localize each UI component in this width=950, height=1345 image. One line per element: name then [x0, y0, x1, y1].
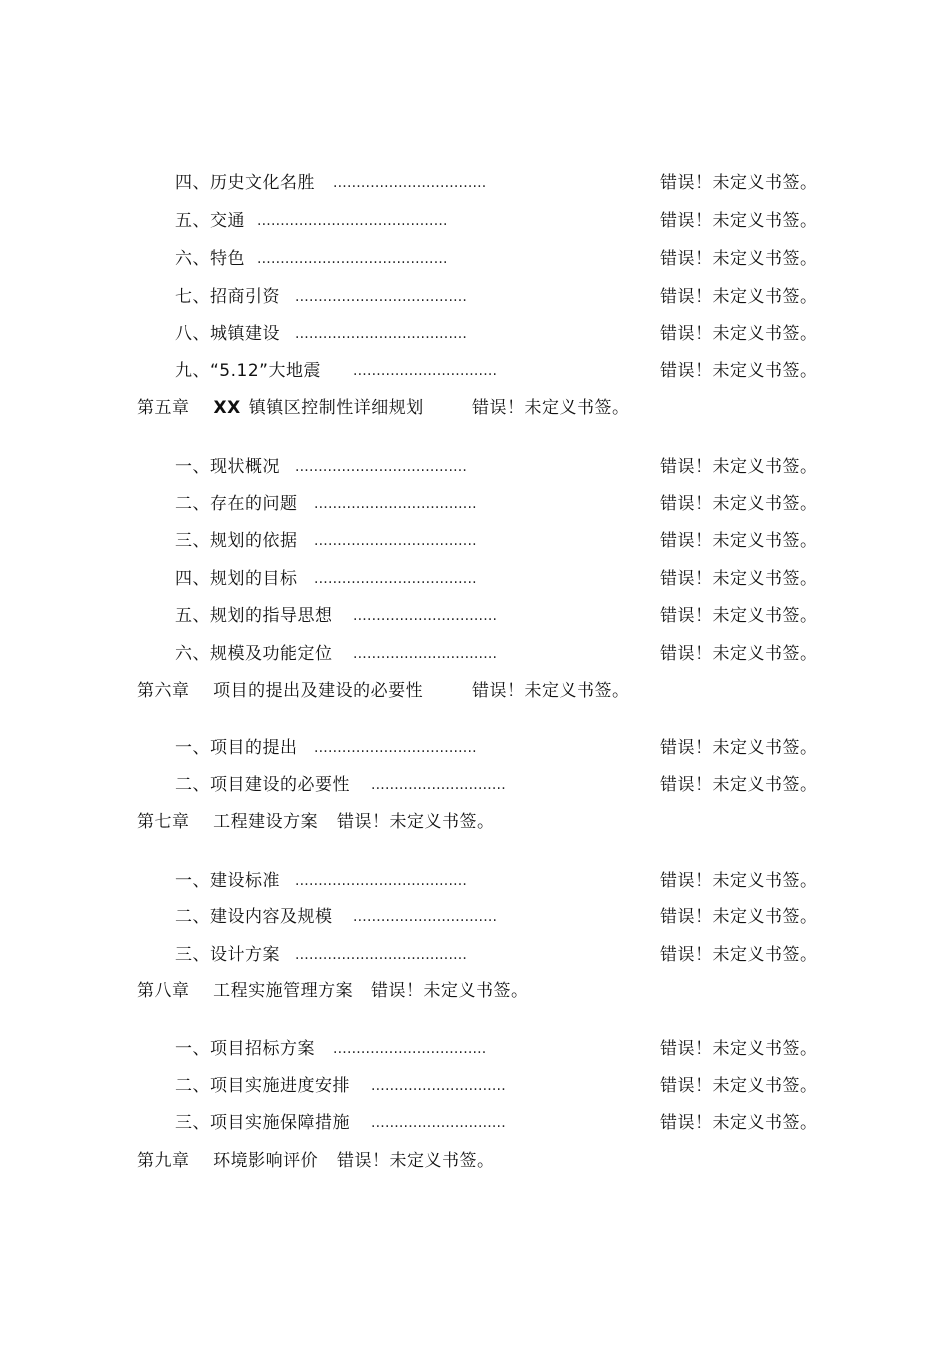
toc-entry[interactable]	[175, 735, 835, 761]
toc-page-ref: 错误！未定义书签。	[472, 398, 630, 418]
toc-page-ref: 错误！未定义书签。	[660, 1113, 818, 1133]
toc-chapter-label	[137, 395, 424, 421]
toc-leader-dots: ...................................	[314, 496, 477, 512]
toc-entry-label: 四、历史文化名胜	[175, 173, 315, 193]
toc-chapter-label: 第六章 项目的提出及建设的必要性	[137, 681, 424, 701]
toc-entry-label: 五、交通	[175, 211, 245, 231]
chapter-xx: XX	[213, 398, 241, 418]
toc-leader-dots: ...................................	[314, 533, 477, 549]
toc-page-ref: 错误！未定义书签。	[660, 775, 818, 795]
toc-entry-label: 八、城镇建设	[175, 324, 280, 344]
toc-entry-label: 二、项目实施进度安排	[175, 1076, 350, 1096]
toc-leader-dots: .....................................	[295, 289, 468, 305]
toc-leader-dots: ...................................	[314, 571, 477, 587]
toc-chapter[interactable]	[137, 1148, 557, 1174]
toc-entry[interactable]	[175, 246, 835, 272]
toc-leader-dots: .....................................	[295, 326, 468, 342]
toc-entry-label: 四、规划的目标	[175, 569, 298, 589]
toc-entry-label: 三、规划的依据	[175, 531, 298, 551]
toc-leader-dots: .............................	[371, 1115, 506, 1131]
toc-entry-label: 一、项目招标方案	[175, 1039, 315, 1059]
toc-page-ref: 错误！未定义书签。	[472, 681, 630, 701]
toc-entry-label: 六、规模及功能定位	[175, 644, 333, 664]
toc-entry[interactable]	[175, 566, 835, 592]
toc-entry-label: 三、项目实施保障措施	[175, 1113, 350, 1133]
toc-leader-dots: .............................	[371, 777, 506, 793]
toc-entry-label: 六、特色	[175, 249, 245, 269]
toc-entry[interactable]	[175, 454, 835, 480]
toc-leader-dots: .............................	[371, 1078, 506, 1094]
toc-entry[interactable]	[175, 170, 835, 196]
toc-entry-label: 一、建设标准	[175, 871, 280, 891]
toc-entry[interactable]	[175, 772, 835, 798]
toc-chapter[interactable]	[137, 978, 557, 1004]
toc-entry-label: 一、项目的提出	[175, 738, 298, 758]
toc-page-ref: 错误！未定义书签。	[337, 812, 495, 832]
toc-leader-dots: ...............................	[353, 608, 498, 624]
toc-page-ref: 错误！未定义书签。	[660, 644, 818, 664]
chapter-number: 第五章	[137, 398, 190, 418]
toc-page-ref: 错误！未定义书签。	[660, 945, 818, 965]
toc-entry-label: 二、存在的问题	[175, 494, 298, 514]
toc-chapter-label: 第七章 工程建设方案	[137, 812, 319, 832]
toc-page-ref: 错误！未定义书签。	[660, 1076, 818, 1096]
toc-page-ref: 错误！未定义书签。	[660, 457, 818, 477]
toc-leader-dots: .........................................	[257, 251, 448, 267]
toc-page-ref: 错误！未定义书签。	[371, 981, 529, 1001]
toc-page-ref: 错误！未定义书签。	[660, 173, 818, 193]
toc-page-ref: 错误！未定义书签。	[660, 871, 818, 891]
toc-chapter[interactable]	[137, 678, 657, 704]
toc-page-ref: 错误！未定义书签。	[660, 531, 818, 551]
toc-chapter-label: 第九章 环境影响评价	[137, 1151, 319, 1171]
toc-leader-dots: .........................................	[257, 213, 448, 229]
toc-page-ref: 错误！未定义书签。	[660, 606, 818, 626]
toc-page-ref: 错误！未定义书签。	[660, 494, 818, 514]
toc-entry-label: 七、招商引资	[175, 287, 280, 307]
toc-page-ref: 错误！未定义书签。	[660, 1039, 818, 1059]
toc-entry[interactable]	[175, 358, 835, 384]
chapter-title: 镇镇区控制性详细规划	[248, 398, 424, 418]
toc-page-ref: 错误！未定义书签。	[660, 738, 818, 758]
toc-leader-dots: ...................................	[314, 740, 477, 756]
toc-entry-label: 二、建设内容及规模	[175, 907, 333, 927]
toc-page-ref: 错误！未定义书签。	[660, 569, 818, 589]
toc-leader-dots: .................................	[333, 1041, 487, 1057]
toc-entry[interactable]	[175, 284, 835, 310]
toc-page-ref: 错误！未定义书签。	[660, 249, 818, 269]
toc-entry[interactable]	[175, 868, 835, 894]
toc-entry[interactable]	[175, 528, 835, 554]
toc-entry[interactable]	[175, 942, 835, 968]
toc-entry-label: 五、规划的指导思想	[175, 606, 333, 626]
toc-page-ref: 错误！未定义书签。	[337, 1151, 495, 1171]
toc-leader-dots: ...............................	[353, 363, 498, 379]
toc-page-ref: 错误！未定义书签。	[660, 287, 818, 307]
toc-entry[interactable]	[175, 904, 835, 930]
toc-entry-label: 一、现状概况	[175, 457, 280, 477]
toc-leader-dots: .....................................	[295, 459, 468, 475]
toc-leader-dots: ...............................	[353, 909, 498, 925]
toc-chapter[interactable]	[137, 395, 657, 421]
toc-leader-dots: .....................................	[295, 947, 468, 963]
toc-entry-label: 二、项目建设的必要性	[175, 775, 350, 795]
toc-entry[interactable]	[175, 1110, 835, 1136]
toc-entry[interactable]	[175, 321, 835, 347]
toc-page-ref: 错误！未定义书签。	[660, 211, 818, 231]
toc-entry-label: 九、“5.12”大地震	[175, 361, 321, 381]
toc-entry[interactable]	[175, 641, 835, 667]
toc-entry[interactable]	[175, 1036, 835, 1062]
toc-entry[interactable]	[175, 1073, 835, 1099]
toc-entry-label: 三、设计方案	[175, 945, 280, 965]
toc-leader-dots: .................................	[333, 175, 487, 191]
toc-leader-dots: ...............................	[353, 646, 498, 662]
toc-page-ref: 错误！未定义书签。	[660, 361, 818, 381]
toc-entry[interactable]	[175, 603, 835, 629]
toc-page-ref: 错误！未定义书签。	[660, 324, 818, 344]
toc-chapter-label: 第八章 工程实施管理方案	[137, 981, 354, 1001]
toc-entry[interactable]	[175, 208, 835, 234]
toc-leader-dots: .....................................	[295, 873, 468, 889]
toc-chapter[interactable]	[137, 809, 557, 835]
toc-page-ref: 错误！未定义书签。	[660, 907, 818, 927]
toc-entry[interactable]	[175, 491, 835, 517]
